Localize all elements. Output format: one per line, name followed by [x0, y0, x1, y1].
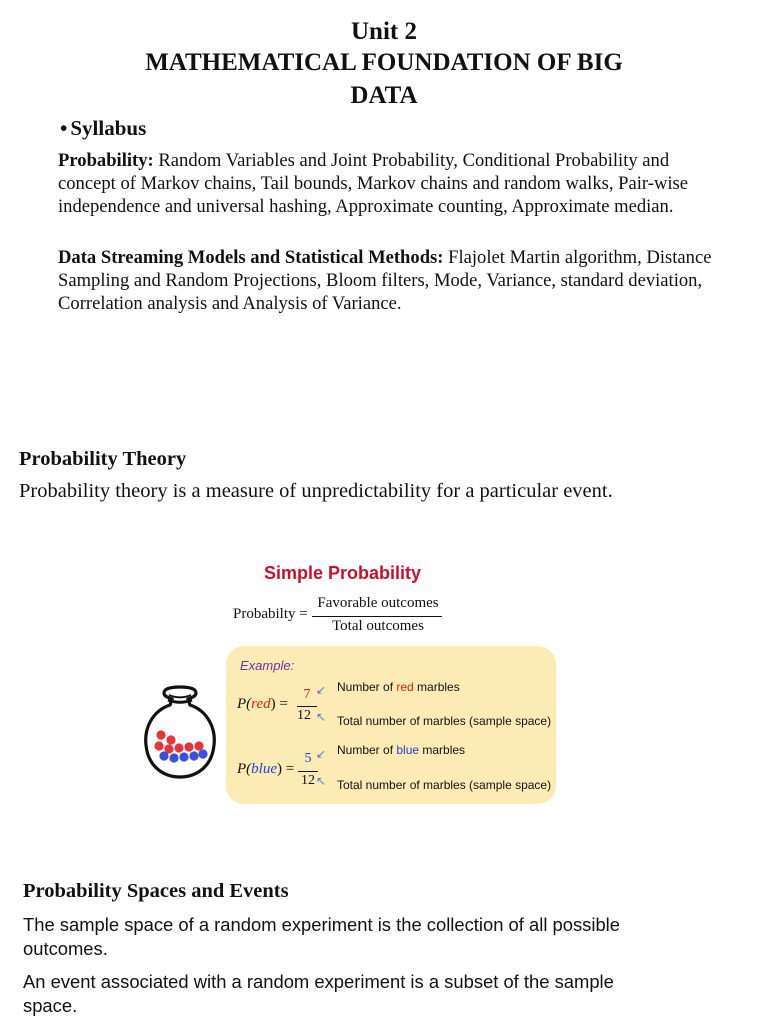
streaming-topics: Flajolet Martin algorithm, Distance Sampling and Random Projections, Bloom filters, Mode, Variance, standard deviation, Correlation analysis and Analysis of Variance.	[58, 247, 712, 314]
figure-title: Simple Probability	[264, 563, 422, 583]
blue-probability-equation: P(blue) =	[237, 761, 295, 777]
arrow-left-icon: ↖	[316, 710, 327, 724]
example-label: Example:	[240, 658, 295, 673]
bullet-icon: •	[60, 116, 68, 140]
blue-note: Number of blue marbles	[337, 743, 466, 757]
document-title-line2: DATA	[350, 82, 418, 109]
red-total-note: Total number of marbles (sample space)	[337, 714, 552, 728]
red-fraction-bar	[297, 706, 317, 707]
blue-fraction-bar	[298, 771, 318, 772]
arrow-left-icon: ↖	[316, 774, 327, 788]
arrow-left-icon: ↙	[316, 683, 327, 697]
arrow-left-icon: ↙	[316, 747, 327, 761]
formula-fraction-bar	[312, 616, 442, 617]
probability-theory-heading: Probability Theory	[19, 448, 187, 470]
probability-topics: Random Variables and Joint Probability, Conditional Probability and concept of Markov chains, Tail bounds, Markov chains and random walks, Pair-wise independence and universal hashing, Approximate counting, Approximate median.	[58, 150, 689, 217]
probability-label: Probability:	[58, 150, 154, 171]
syllabus-heading	[60, 116, 146, 141]
red-word: red	[251, 696, 271, 712]
sample-space-paragraph: The sample space of a random experiment is the collection of all possible outcomes.	[23, 914, 620, 959]
formula-label: Probabilty =	[233, 606, 308, 622]
probability-spaces-heading: Probability Spaces and Events	[23, 880, 289, 902]
red-note: Number of red marbles	[337, 680, 460, 694]
red-numerator: 7	[303, 687, 311, 702]
probability-theory-text: Probability theory is a measure of unpredictability for a particular event.	[19, 480, 613, 502]
blue-numerator: 5	[304, 751, 312, 766]
blue-total-note: Total number of marbles (sample space)	[337, 778, 552, 792]
red-denominator: 12	[297, 708, 311, 723]
event-paragraph: An event associated with a random experiment is a subset of the sample space.	[23, 971, 614, 1016]
formula-denominator: Total outcomes	[332, 618, 424, 634]
streaming-label: Data Streaming Models and Statistical Methods:	[58, 247, 444, 268]
formula-numerator: Favorable outcomes	[317, 595, 439, 611]
blue-word: blue	[251, 761, 277, 777]
syllabus-probability-paragraph	[58, 149, 718, 218]
red-probability-equation: P(red) =	[237, 696, 288, 712]
syllabus-label: Syllabus	[70, 116, 147, 140]
syllabus-streaming-paragraph	[58, 246, 718, 315]
marble-bag-icon	[140, 683, 220, 783]
unit-title: Unit 2	[351, 18, 417, 45]
document-title-line1: MATHEMATICAL FOUNDATION OF BIG	[145, 49, 623, 76]
blue-denominator: 12	[301, 773, 315, 788]
